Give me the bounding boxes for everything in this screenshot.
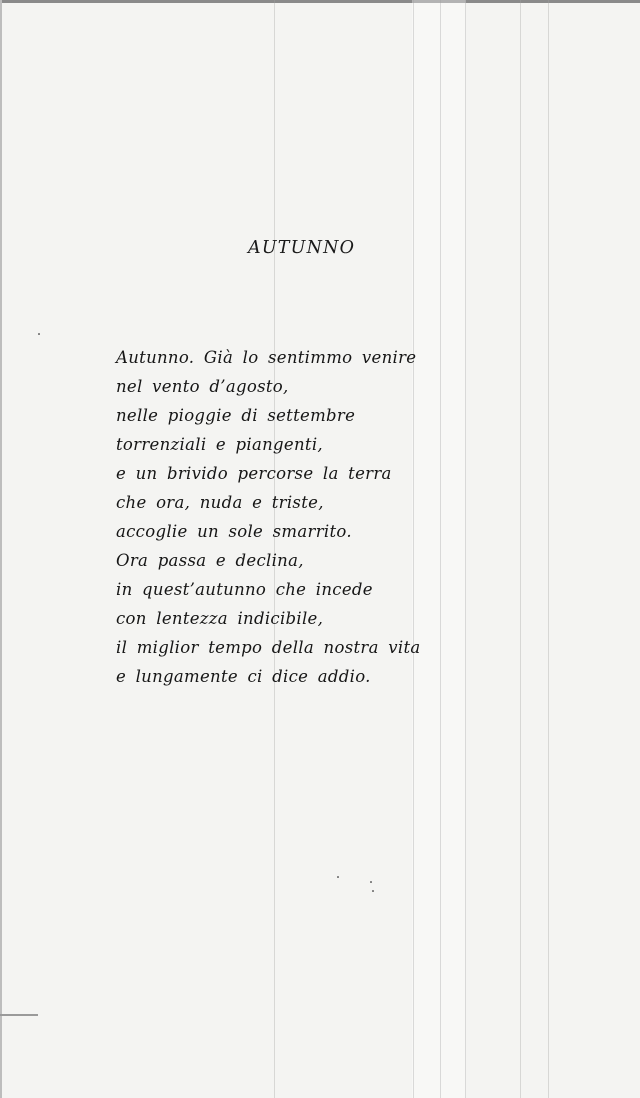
poem-line: accoglie un sole smarrito. <box>116 522 352 541</box>
poem-line: e un brivido percorse la terra <box>116 464 392 483</box>
dust-speck <box>337 876 339 878</box>
poem-line: che ora, nuda e triste, <box>116 493 324 512</box>
poem-line: e lungamente ci dice addio. <box>116 667 371 686</box>
scan-line <box>548 0 549 1098</box>
dust-speck <box>370 881 372 883</box>
poem-line: nel vento d’agosto, <box>116 377 289 396</box>
poem-body <box>116 343 446 691</box>
poem-line: Autunno. Già lo sentimmo venire <box>116 348 417 367</box>
poem-line: il miglior tempo della nostra vita <box>116 638 421 657</box>
scan-corner-mark <box>0 1014 38 1016</box>
poem-line: torrenziali e piangenti, <box>116 435 323 454</box>
poem-title: AUTUNNO <box>248 238 356 258</box>
scan-line <box>520 0 521 1098</box>
scan-line <box>465 0 466 1098</box>
poem-line: in quest’autunno che incede <box>116 580 373 599</box>
page-left-edge <box>0 0 2 1098</box>
poem-line: con lentezza indicibile, <box>116 609 324 628</box>
page-top-edge <box>0 0 640 3</box>
poem-line: nelle pioggie di settembre <box>116 406 356 425</box>
poem-line: Ora passa e declina, <box>116 551 304 570</box>
dust-speck <box>372 890 374 892</box>
dust-speck <box>38 333 40 335</box>
